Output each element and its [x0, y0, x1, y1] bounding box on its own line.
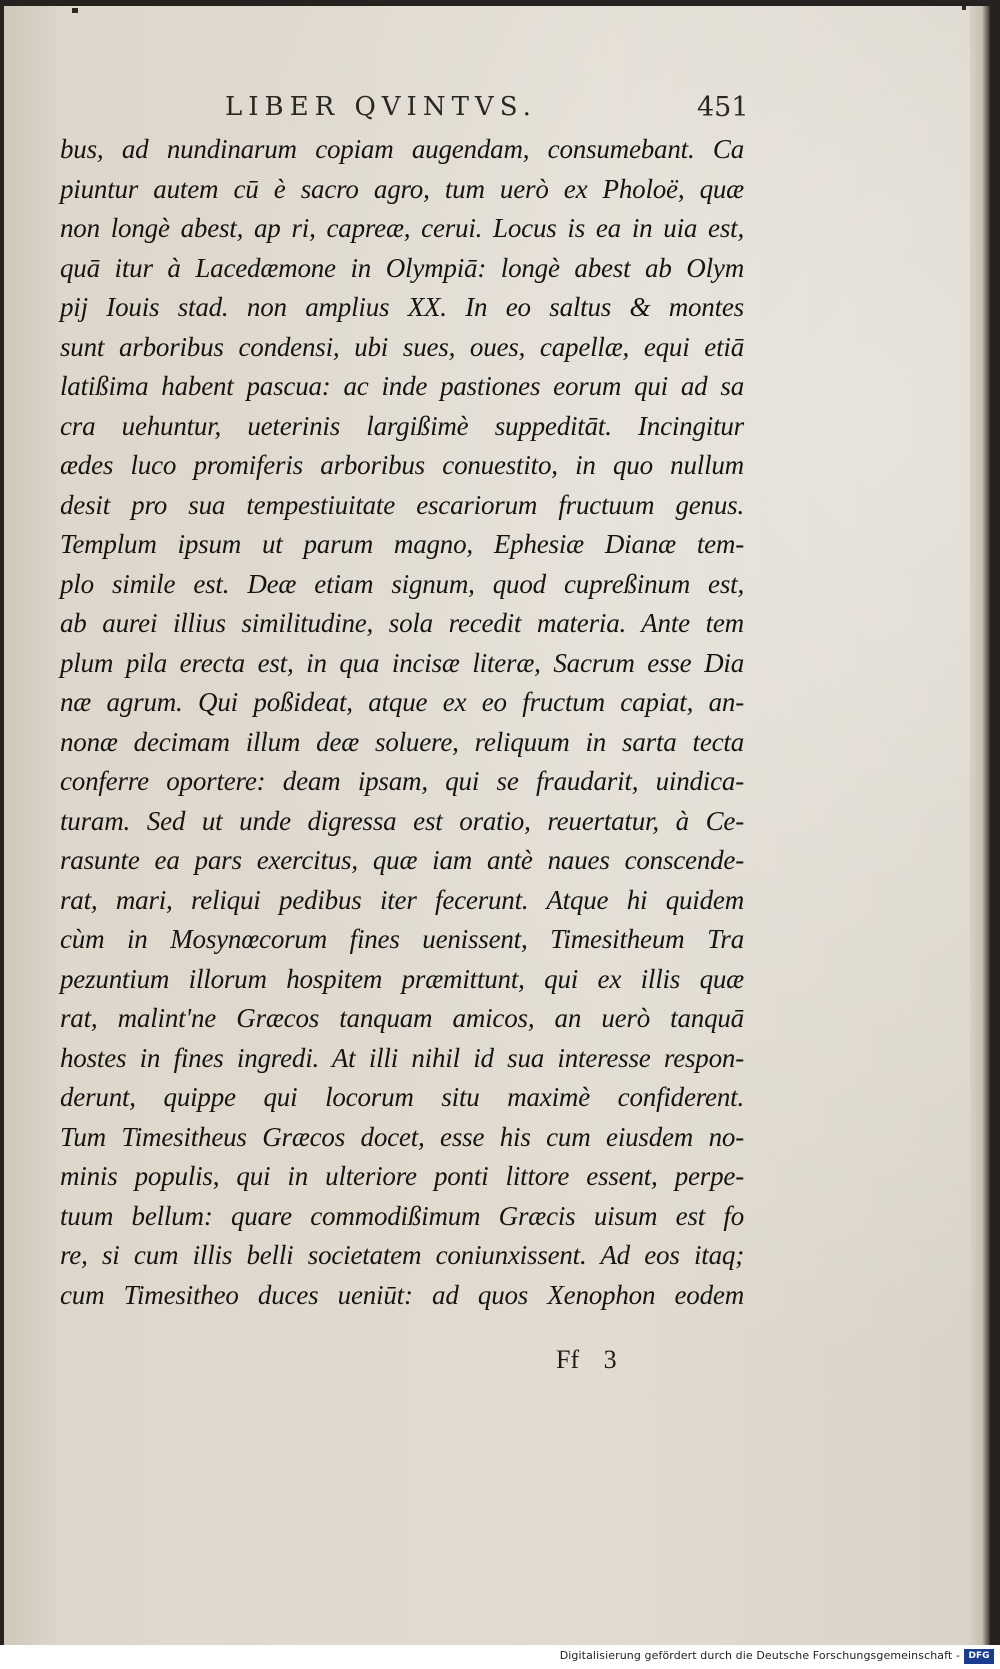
- text-line: plum pila erecta est, in qua incisæ literæ, Sacrum esse Dia: [60, 647, 744, 678]
- text-line: Templum ipsum ut parum magno, Ephesiæ Dianæ tem-: [60, 529, 744, 559]
- text-line: pezuntium illorum hospitem præmittunt, qui ex illis quæ: [60, 963, 744, 994]
- text-line: hostes in fines ingredi. At illi nihil id sua interesse respon-: [60, 1042, 744, 1073]
- scan-mark: [72, 8, 78, 13]
- signature-mark: Ff 3: [556, 1345, 617, 1374]
- text-line: minis populis, qui in ulteriore ponti littore essent, perpe-: [60, 1161, 744, 1191]
- text-line: plo simile est. Deæ etiam signum, quod cupreßinum est,: [60, 568, 744, 599]
- text-line: quā itur à Lacedæmone in Olympiā: longè abest ab Olym: [60, 252, 744, 283]
- page-edge: [970, 6, 990, 1645]
- text-line: ædes luco promiferis arboribus conuestito, in quo nullum: [60, 450, 744, 480]
- scan-mark: [962, 6, 966, 10]
- dfg-logo: DFG: [964, 1649, 994, 1664]
- text-line: Tum Timesitheus Græcos docet, esse his cum eiusdem no-: [60, 1121, 744, 1152]
- text-line: rat, mari, reliqui pedibus iter fecerunt. Atque hi quidem: [60, 884, 744, 915]
- text-line: næ agrum. Qui poßideat, atque ex eo fructum capiat, an-: [60, 687, 744, 717]
- footer-credit: Digitalisierung gefördert durch die Deutsche Forschungsgemeinschaft -: [559, 1649, 960, 1662]
- text-line: cra uehuntur, ueterinis largißimè suppeditāt. Incingitur: [60, 410, 744, 441]
- text-line: rat, malint'ne Græcos tanquam amicos, an uerò tanquā: [60, 1003, 744, 1033]
- text-line: non longè abest, ap ri, capreæ, cerui. Locus is ea in uia est,: [60, 213, 744, 243]
- text-line: derunt, quippe qui locorum situ maximè confiderent.: [60, 1082, 744, 1112]
- text-line: bus, ad nundinarum copiam augendam, consumebant. Ca: [60, 134, 744, 164]
- text-line: turam. Sed ut unde digressa est oratio, reuertatur, à Ce-: [60, 805, 744, 836]
- footer-bar: [0, 1645, 1000, 1669]
- text-line: cùm in Mosynœcorum fines uenissent, Timesitheum Tra: [60, 924, 744, 954]
- text-line: ab aurei illius similitudine, sola recedit materia. Ante tem: [60, 608, 744, 638]
- text-line: sunt arboribus condensi, ubi sues, oues, capellæ, equi etiā: [60, 331, 744, 362]
- text-line: desit pro sua tempestiuitate escariorum fructuum genus.: [60, 489, 744, 520]
- text-line: latißima habent pascua: ac inde pastiones eorum qui ad sa: [60, 371, 744, 401]
- text-line: conferre oportere: deam ipsam, qui se fraudarit, uindica-: [60, 766, 744, 796]
- text-line: pij Iouis stad. non amplius XX. In eo saltus & montes: [60, 292, 744, 322]
- text-line: re, si cum illis belli societatem coniunxissent. Ad eos itaq;: [60, 1240, 744, 1270]
- text-line: tuum bellum: quare commodißimum Græcis uisum est fo: [60, 1200, 744, 1231]
- text-line: piuntur autem cū è sacro agro, tum uerò ex Pholoë, quæ: [60, 173, 744, 204]
- page-number: 451: [697, 92, 749, 123]
- text-line: rasunte ea pars exercitus, quæ iam antè naues conscende-: [60, 845, 744, 875]
- text-line: cum Timesitheo duces ueniūt: ad quos Xenophon eodem: [60, 1279, 744, 1310]
- body-text: [60, 130, 744, 1315]
- text-line: nonæ decimam illum deæ soluere, reliquum in sarta tecta: [60, 726, 744, 757]
- running-head: LIBER QVINTVS.: [225, 92, 537, 122]
